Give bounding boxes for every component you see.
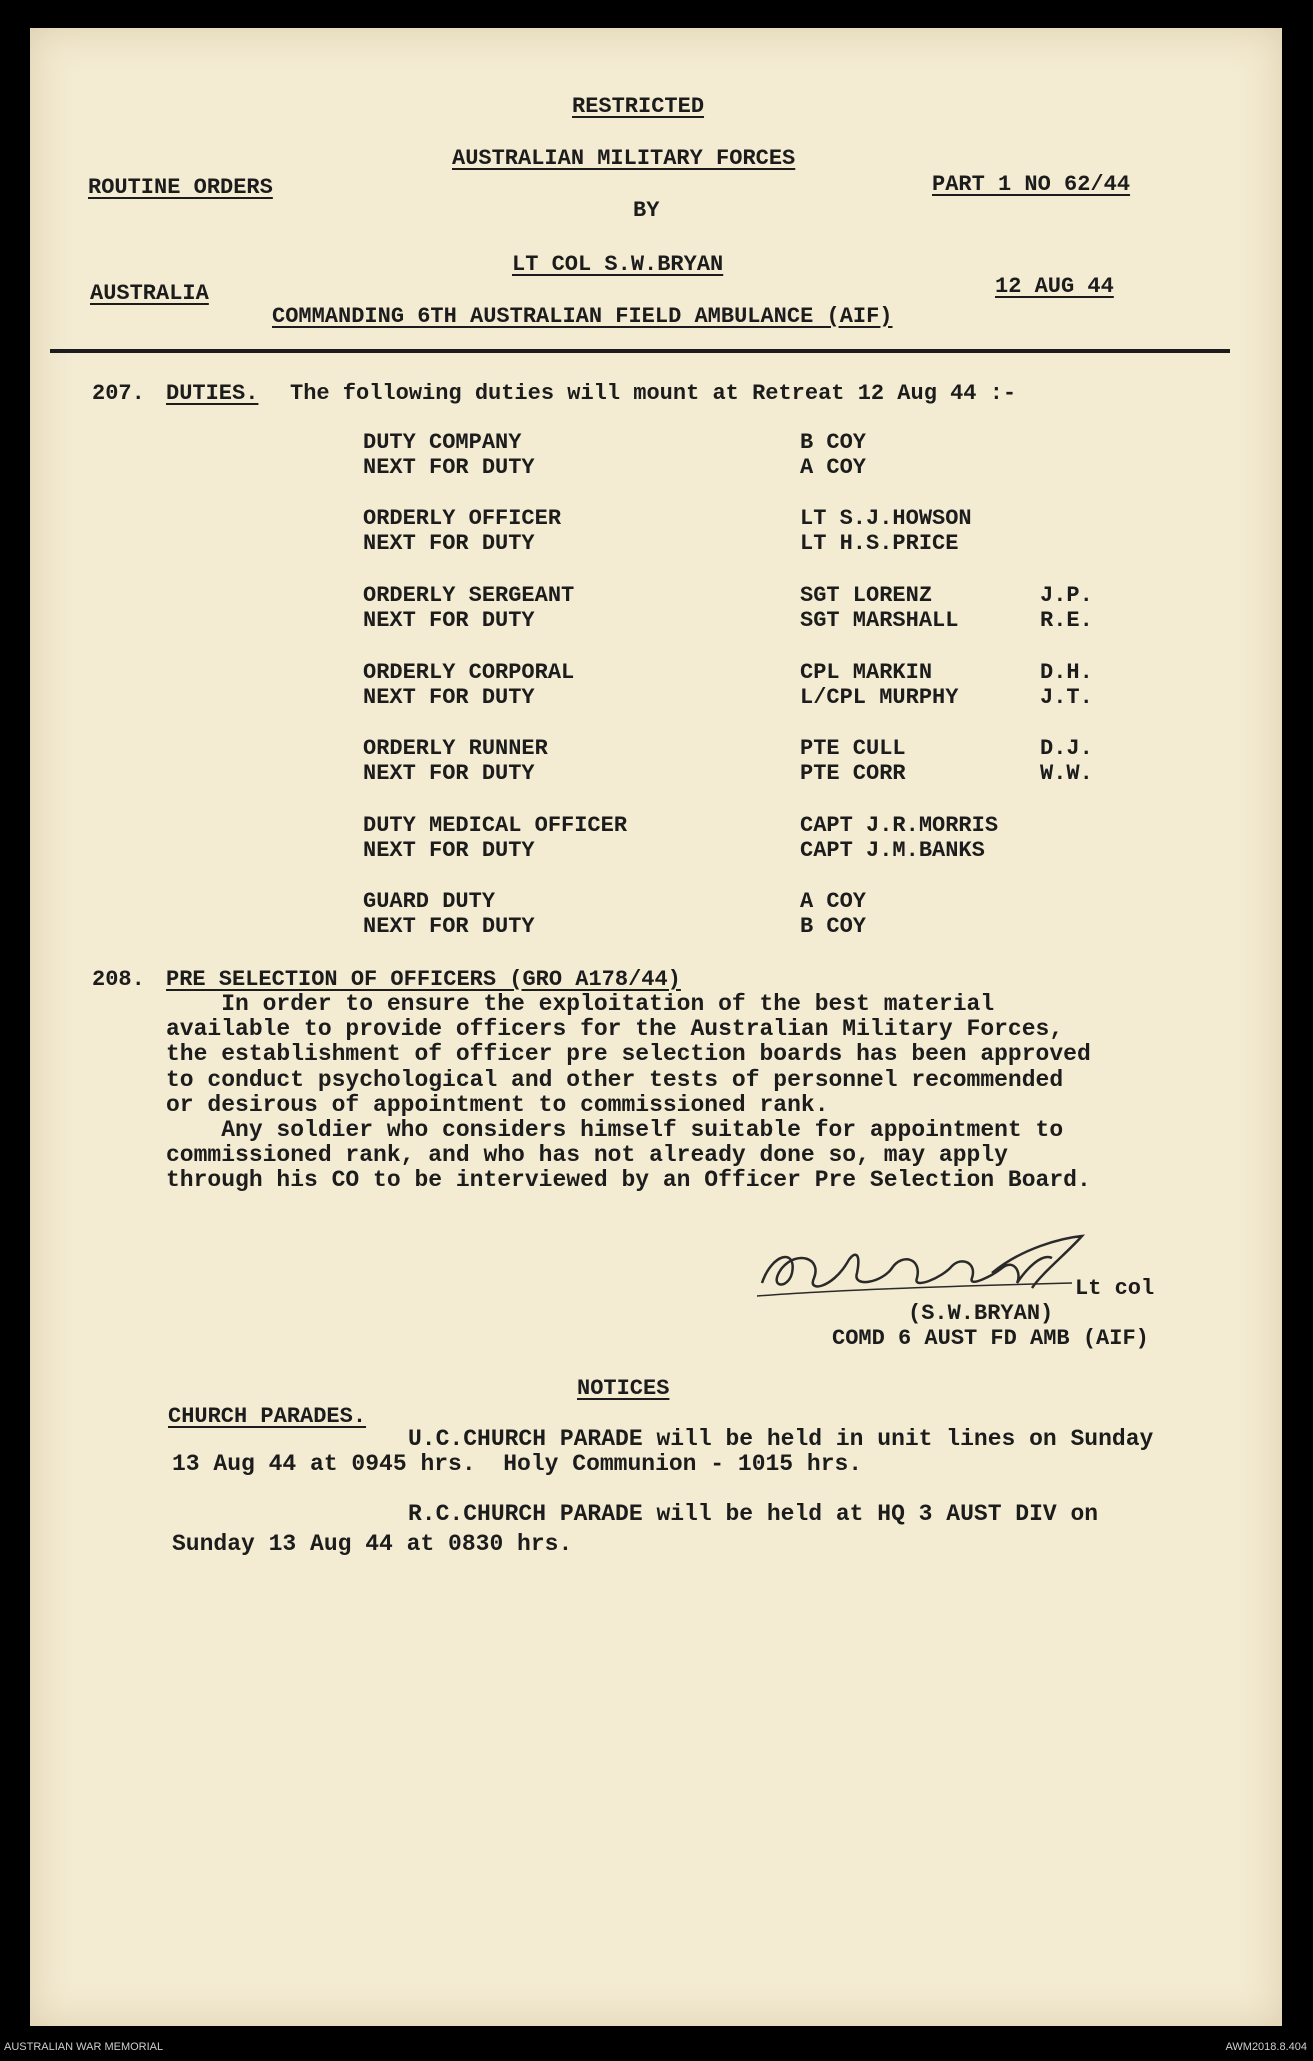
duty-assignee: B COY [800, 430, 867, 455]
duty-role: NEXT FOR DUTY [363, 531, 535, 556]
duty-initials: R.E. [1040, 608, 1093, 633]
duty-assignee: A COY [800, 455, 867, 480]
duty-initials: J.T. [1040, 685, 1093, 710]
duty-assignee: A COY [800, 889, 867, 914]
duty-role: DUTY COMPANY [363, 430, 522, 455]
duty-initials: D.H. [1040, 660, 1093, 685]
signatory-name: (S.W.BRYAN) [908, 1301, 1054, 1326]
order-208-number: 208. [92, 967, 145, 992]
commander-name: LT COL S.W.BRYAN [512, 252, 724, 277]
duty-initials: W.W. [1040, 761, 1093, 786]
order-208-line: the establishment of officer pre selection boards has been approved [166, 1041, 1091, 1068]
order-208-line: In order to ensure the exploitation of the best material [166, 991, 995, 1017]
order-208-line: through his CO to be interviewed by an Officer Pre Selection Board. [166, 1167, 1091, 1194]
forces-heading: AUSTRALIAN MILITARY FORCES [452, 146, 796, 171]
order-207-number: 207. [92, 381, 145, 406]
duty-initials: J.P. [1040, 583, 1093, 608]
classification-heading: RESTRICTED [572, 94, 705, 119]
order-208-line: available to provide officers for the Australian Military Forces, [166, 1016, 1064, 1043]
duty-assignee: LT H.S.PRICE [800, 531, 959, 556]
uc-parade-line-2: 13 Aug 44 at 0945 hrs. Holy Communion - 1015 hrs. [172, 1451, 863, 1477]
order-208-line: Any soldier who considers himself suitable for appointment to [166, 1117, 1064, 1143]
duty-role: ORDERLY SERGEANT [363, 583, 575, 608]
duty-role: NEXT FOR DUTY [363, 455, 535, 480]
duty-assignee: B COY [800, 914, 867, 939]
duty-role: NEXT FOR DUTY [363, 685, 535, 710]
duty-role: NEXT FOR DUTY [363, 608, 535, 633]
order-208-line: to conduct psychological and other tests of personnel recommended [166, 1066, 1064, 1093]
order-207-heading: DUTIES. [166, 381, 259, 406]
order-208-line: commissioned rank, and who has not already done so, may apply [166, 1142, 1008, 1169]
location-label: AUSTRALIA [90, 281, 209, 306]
footer-credit: AUSTRALIAN WAR MEMORIAL [4, 2041, 164, 2053]
rc-parade-line-2: Sunday 13 Aug 44 at 0830 hrs. [172, 1531, 573, 1557]
duty-role: ORDERLY OFFICER [363, 506, 562, 531]
duty-assignee: PTE CULL [800, 736, 906, 761]
footer-reference: AWM2018.8.404 [1225, 2041, 1307, 2053]
duty-assignee: SGT MARSHALL [800, 608, 959, 633]
handwritten-signature [752, 1228, 1092, 1308]
rc-parade-line-1: R.C.CHURCH PARADE will be held at HQ 3 AUST DIV on [408, 1501, 1099, 1527]
duty-role: NEXT FOR DUTY [363, 914, 535, 939]
routine-orders-title: ROUTINE ORDERS [88, 175, 273, 200]
signatory-appointment: COMD 6 AUST FD AMB (AIF) [832, 1326, 1149, 1351]
duty-role: NEXT FOR DUTY [363, 838, 535, 863]
duty-assignee: CAPT J.R.MORRIS [800, 813, 999, 838]
order-208-line: or desirous of appointment to commissioned rank. [166, 1091, 829, 1118]
header-divider [50, 349, 1230, 353]
duty-role: NEXT FOR DUTY [363, 761, 535, 786]
church-parades-heading: CHURCH PARADES. [168, 1404, 367, 1429]
signatory-rank: Lt col [1075, 1276, 1155, 1301]
duty-assignee: SGT LORENZ [800, 583, 933, 608]
duty-initials: D.J. [1040, 736, 1093, 761]
by-label: BY [633, 198, 660, 223]
order-207-intro: The following duties will mount at Retreat 12 Aug 44 :- [290, 381, 1017, 406]
duty-assignee: CAPT J.M.BANKS [800, 838, 985, 863]
duty-role: ORDERLY CORPORAL [363, 660, 575, 685]
notices-heading: NOTICES [577, 1376, 670, 1401]
order-date: 12 AUG 44 [995, 274, 1114, 299]
duty-role: ORDERLY RUNNER [363, 736, 548, 761]
part-number: PART 1 NO 62/44 [932, 172, 1131, 197]
duty-assignee: CPL MARKIN [800, 660, 933, 685]
uc-parade-line-1: U.C.CHURCH PARADE will be held in unit lines on Sunday [408, 1426, 1154, 1452]
order-208-heading: PRE SELECTION OF OFFICERS (GRO A178/44) [166, 967, 681, 992]
duty-role: DUTY MEDICAL OFFICER [363, 813, 628, 838]
duty-assignee: LT S.J.HOWSON [800, 506, 972, 531]
unit-title: COMMANDING 6TH AUSTRALIAN FIELD AMBULANCE (AIF) [272, 304, 893, 329]
duty-assignee: L/CPL MURPHY [800, 685, 959, 710]
duty-assignee: PTE CORR [800, 761, 906, 786]
duty-role: GUARD DUTY [363, 889, 496, 914]
